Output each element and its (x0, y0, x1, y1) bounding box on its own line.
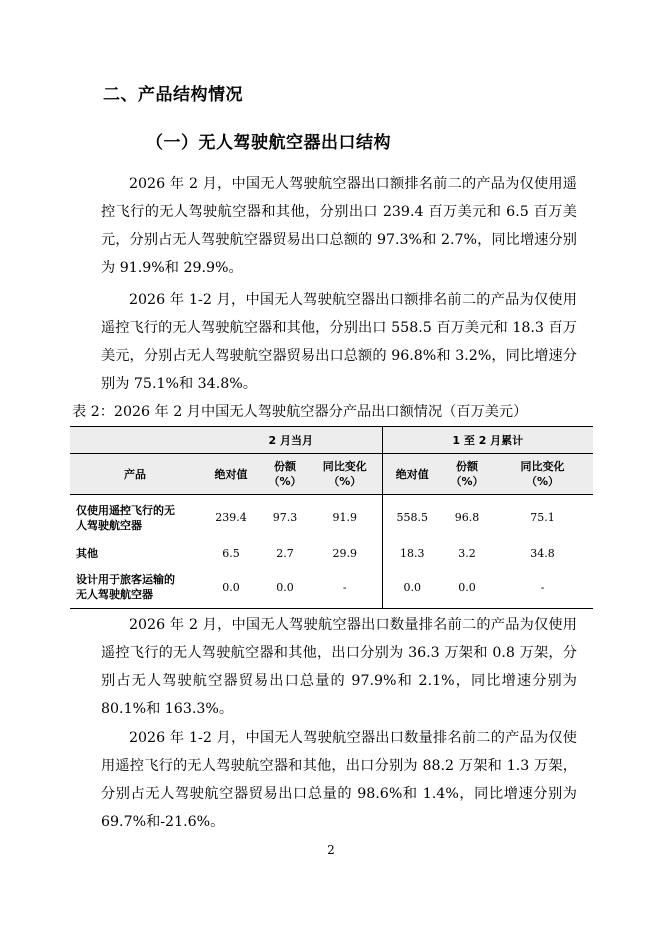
table-cell: 91.9 (332, 511, 358, 525)
table-cell: 29.9 (332, 547, 358, 560)
table-cell: 3.2 (458, 547, 476, 560)
column-header-product: 产品 (70, 454, 200, 495)
column-header-abs: 绝对值 (200, 454, 262, 495)
paragraph-1: 2026 年 2 月，中国无人驾驶航空器出口额排名前二的产品为仅使用遥控飞行的无人驾驶航空器和其他，分别出口 239.4 百万美元和 6.5 百万美元，分别占无人驾驶航空器贸易出口总额的 97.3%和 2.7%，同比增速分别为 91.9%和 29.9%。 (101, 176, 577, 276)
column-header-share: 份额 （%） (262, 454, 308, 495)
subsection-heading: （一）无人驾驶航空器出口结构 (146, 133, 391, 153)
table-cell: 0.0 (262, 567, 308, 609)
table-column-header-row (70, 454, 593, 495)
table-cell: 239.4 (215, 511, 247, 525)
paragraph-4: 2026 年 1-2 月，中国无人驾驶航空器出口数量排名前二的产品为仅使用遥控飞行的无人驾驶航空器和其他，出口分别为 88.2 万架和 1.3 万架，分别占无人驾驶航空器贸易出口总量的 98.6%和 1.4%，同比增速分别为 69.7%和-21.6%。 (101, 730, 577, 830)
section-heading: 二、产品结构情况 (103, 85, 243, 105)
paragraph-2: 2026 年 1-2 月，中国无人驾驶航空器出口额排名前二的产品为仅使用遥控飞行的无人驾驶航空器和其他，分别出口 558.5 百万美元和 18.3 百万美元，分别占无人驾驶航空器贸易出口总额的 96.8%和 3.2%，同比增速分别为 75.1%和 34.8%。 (101, 292, 577, 392)
table-row (70, 495, 593, 541)
paragraph-3: 2026 年 2 月，中国无人驾驶航空器出口数量排名前二的产品为仅使用遥控飞行的无人驾驶航空器和其他，出口分别为 36.3 万架和 0.8 万架，分别占无人驾驶航空器贸易出口总量的 97.9%和 2.1%，同比增速分别为 80.1%和 163.3%。 (101, 617, 577, 717)
table-caption: 表 2：2026 年 2 月中国无人驾驶航空器分产品出口额情况（百万美元） (72, 404, 528, 420)
table-corner-cell (70, 427, 200, 454)
column-header-share-cumulative: 份额 （%） (442, 454, 492, 495)
table-group-header-row (70, 427, 593, 454)
table-cell: 96.8 (454, 511, 480, 525)
column-header-abs-cumulative: 绝对值 (382, 454, 442, 495)
table-cell: 0.0 (442, 567, 492, 609)
table-cell: - (492, 567, 593, 609)
table-cell: 0.0 (200, 567, 262, 609)
table-cell: 75.1 (530, 511, 555, 525)
table-cell: 0.0 (382, 567, 442, 609)
page-number: 2 (327, 843, 335, 857)
column-header-yoy-cumulative: 同比变化 （%） (492, 454, 593, 495)
table-cell: - (308, 567, 382, 609)
table-cell: 18.3 (382, 541, 442, 567)
row-product-name: 设计用于旅客运输的 无人驾驶航空器 (70, 567, 200, 609)
table-cell: 6.5 (222, 547, 240, 560)
column-header-yoy: 同比变化 （%） (308, 454, 382, 495)
row-product-name: 其他 (76, 547, 98, 560)
table-row (70, 567, 593, 609)
group-header-cumulative: 1 至 2 月累计 (382, 427, 593, 454)
row-product-name: 仅使用遥控飞行的无 人驾驶航空器 (76, 503, 175, 532)
table-cell: 34.8 (530, 547, 555, 560)
table-cell: 558.5 (382, 495, 442, 541)
table-cell: 2.7 (276, 547, 294, 560)
table-row (70, 541, 593, 567)
group-header-month: 2 月当月 (200, 427, 382, 454)
export-value-table (70, 426, 593, 609)
table-cell: 97.3 (272, 511, 298, 525)
